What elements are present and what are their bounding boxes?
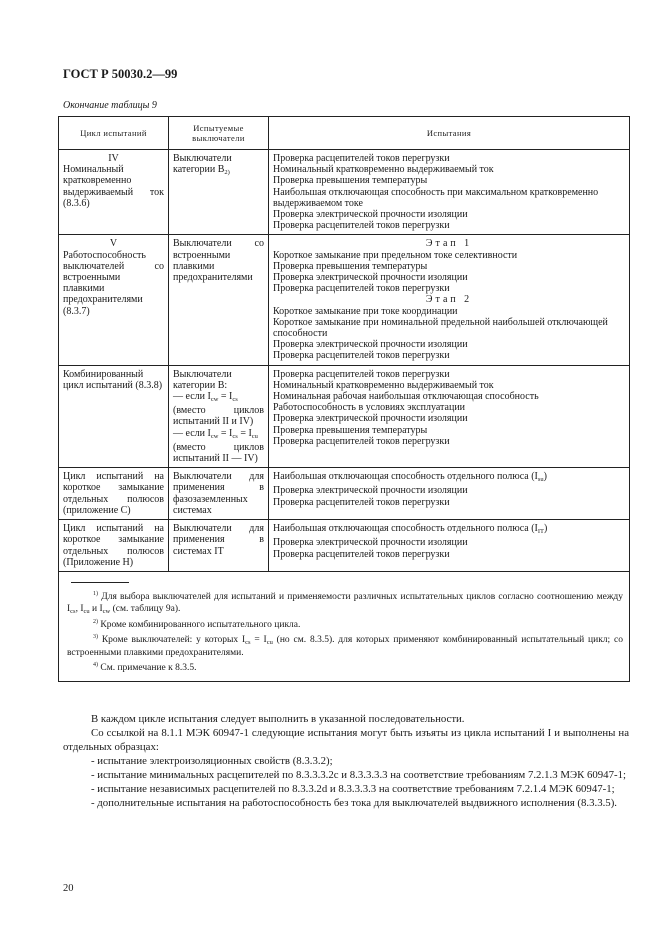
footnote: $^{1)}$ Для выбора выключателей для испытаний и применяемости различных испытательных циклов согласно соотношению между $I_{cs}$, $I_{cu}$ и $I_{cw}$ (см. таблицу 9а).	[67, 590, 623, 615]
test-item: Проверка расцепителей токов перегрузки	[273, 435, 450, 447]
table-row	[59, 365, 630, 468]
list-item: - дополнительные испытания на работоспособность без тока для выключателей выдвижного исполнения (8.3.3.5).	[91, 797, 617, 809]
list-item: - испытание независимых расцепителей по 8.3.3.2d и 8.3.3.3.3 на соответствие требованиям 7.2.1.4 МЭК 60947-1;	[91, 783, 615, 795]
test-item: Короткое замыкание при токе координации	[273, 305, 458, 317]
tests-cell	[269, 468, 630, 520]
cycle-number: V	[109, 238, 118, 250]
footnote: $^{3)}$ Кроме выключателей: у которых $I_{cs} = I_{cu}$ (но см. 8.3.5). для которых применяют комбинированный испытательный цикл; со встроенными плавкими предохранителями.	[67, 633, 623, 659]
test-item: Проверка расцепителей токов перегрузки	[273, 220, 450, 232]
document-header: ГОСТ Р 50030.2—99	[63, 67, 178, 81]
test-item: Проверка превышения температуры	[273, 424, 428, 436]
cycle-cell	[59, 365, 169, 468]
test-item: Проверка превышения температуры	[273, 260, 428, 272]
test-item: Проверка расцепителей токов перегрузки	[273, 350, 450, 362]
test-item: Проверка электрической прочности изоляции	[273, 537, 468, 549]
cycle-cell: Цикл испытаний на короткое замыкание отдельных полюсов (Приложение Н)	[59, 520, 169, 572]
breakers-cell: Выключатели со встроенными плавкими предохранителями	[169, 235, 269, 365]
test-item: Наибольшая отключающая способность отдельного полюса $(I_{IT})$	[273, 523, 548, 536]
footnote: $^{2)}$ Кроме комбинированного испытательного цикла.	[93, 619, 301, 631]
test-item: Проверка электрической прочности изоляции	[273, 339, 468, 351]
footnote: $^{4)}$ См. примечание к 8.3.5.	[93, 661, 197, 674]
paragraph: Со ссылкой на 8.1.1 МЭК 60947-1 следующие испытания могут быть изъяты из цикла испытаний I и выполнены на отдельных образцах:	[63, 727, 629, 753]
table-row	[59, 520, 630, 572]
tests-cell	[269, 150, 630, 235]
table-row	[59, 468, 630, 520]
test-cycles-table	[58, 116, 630, 682]
condition-formula: — если $I_{cw} = I_{cs}$	[173, 391, 238, 404]
footnote-ref: 2)	[224, 169, 230, 177]
breakers-cell: Выключатели категории В: — если $I_{cw} = I_{cs}$ (вместо циклов испытаний II и IV) — если $I_{cw} = I_{cs} = I_{cu}$ (вместо циклов испытаний II — IV)	[169, 365, 269, 468]
test-item: Проверка расцепителей токов перегрузки	[273, 283, 450, 295]
stage-heading: Этап 2	[425, 294, 473, 306]
cycle-number: IV	[108, 153, 119, 164]
test-item: Номинальная рабочая наибольшая отключающая способность	[273, 391, 539, 403]
test-item: Номинальный кратковременно выдерживаемый ток	[273, 164, 494, 176]
page-number: 20	[63, 883, 74, 894]
breakers-cell: Выключатели для применения в системах IT	[169, 520, 269, 572]
footnotes-row	[59, 571, 630, 681]
test-item: Наибольшая отключающая способность при максимальном кратковременно выдерживаемом токе	[273, 186, 599, 209]
footnote-divider	[71, 582, 129, 583]
test-item: Проверка электрической прочности изоляции	[273, 272, 468, 284]
test-item: Короткое замыкание при номинальной предельной наибольшей отключающей способности	[273, 316, 608, 340]
table-header-row	[59, 117, 630, 150]
test-item: Работоспособность в условиях эксплуатации	[273, 402, 466, 414]
cycle-name: Номинальный кратковременно выдерживаемый ток (8.3.6)	[63, 164, 164, 209]
tests-cell	[269, 520, 630, 572]
table-caption: Окончание таблицы 9	[63, 100, 157, 111]
stage-heading: Этап 1	[425, 238, 473, 250]
cycle-cell: Цикл испытаний на короткое замыкание отдельных полюсов (приложение С)	[59, 468, 169, 520]
column-header-tests: Испытания	[269, 117, 630, 150]
test-item: Номинальный кратковременно выдерживаемый ток	[273, 379, 494, 391]
body-text	[63, 712, 629, 810]
paragraph: В каждом цикле испытания следует выполнить в указанной последовательности.	[91, 713, 465, 725]
cycle-name: Работоспособность выключателей со встроенными плавкими предохранителями (8.3.7)	[63, 249, 164, 317]
column-header-cycle: Цикл испытаний	[59, 117, 169, 150]
cycle-cell	[59, 235, 169, 365]
list-item: - испытание электроизоляционных свойств (8.3.3.2);	[91, 755, 333, 767]
test-item: Проверка расцепителей токов перегрузки	[273, 496, 450, 508]
test-item: Короткое замыкание при предельном токе селективности	[273, 249, 518, 261]
cycle-cell	[59, 150, 169, 235]
column-header-breakers: Испытуемые выключатели	[169, 117, 269, 150]
table-row	[59, 235, 630, 365]
test-item: Проверка электрической прочности изоляции	[273, 413, 468, 425]
table-footnotes	[59, 571, 630, 681]
cycle-name: Комбинированный цикл испытаний (8.3.8)	[63, 368, 163, 391]
tests-cell	[269, 235, 630, 365]
test-item: Проверка расцепителей токов перегрузки	[273, 153, 450, 164]
test-item: Проверка электрической прочности изоляции	[273, 209, 468, 221]
test-item: Наибольшая отключающая способность отдельного полюса $(I_{su})$	[273, 471, 547, 484]
table-row	[59, 150, 630, 235]
test-item: Проверка превышения температуры	[273, 175, 428, 187]
tests-cell	[269, 365, 630, 468]
breakers-cell: Выключатели категории $В^{2)}$	[169, 150, 269, 235]
list-item: - испытание минимальных расцепителей по 8.3.3.3.2с и 8.3.3.3.3 на соответствие требованиям 7.2.1.3 МЭК 60947-1;	[91, 769, 626, 781]
breakers-cell: Выключатели для применения в фазозаземленных системах	[169, 468, 269, 520]
condition-formula: — если $I_{cw} = I_{cs} = I_{cu}$	[173, 427, 258, 440]
test-item: Проверка расцепителей токов перегрузки	[273, 368, 450, 380]
test-item: Проверка электрической прочности изоляции	[273, 485, 468, 497]
test-item: Проверка расцепителей токов перегрузки	[273, 548, 450, 560]
